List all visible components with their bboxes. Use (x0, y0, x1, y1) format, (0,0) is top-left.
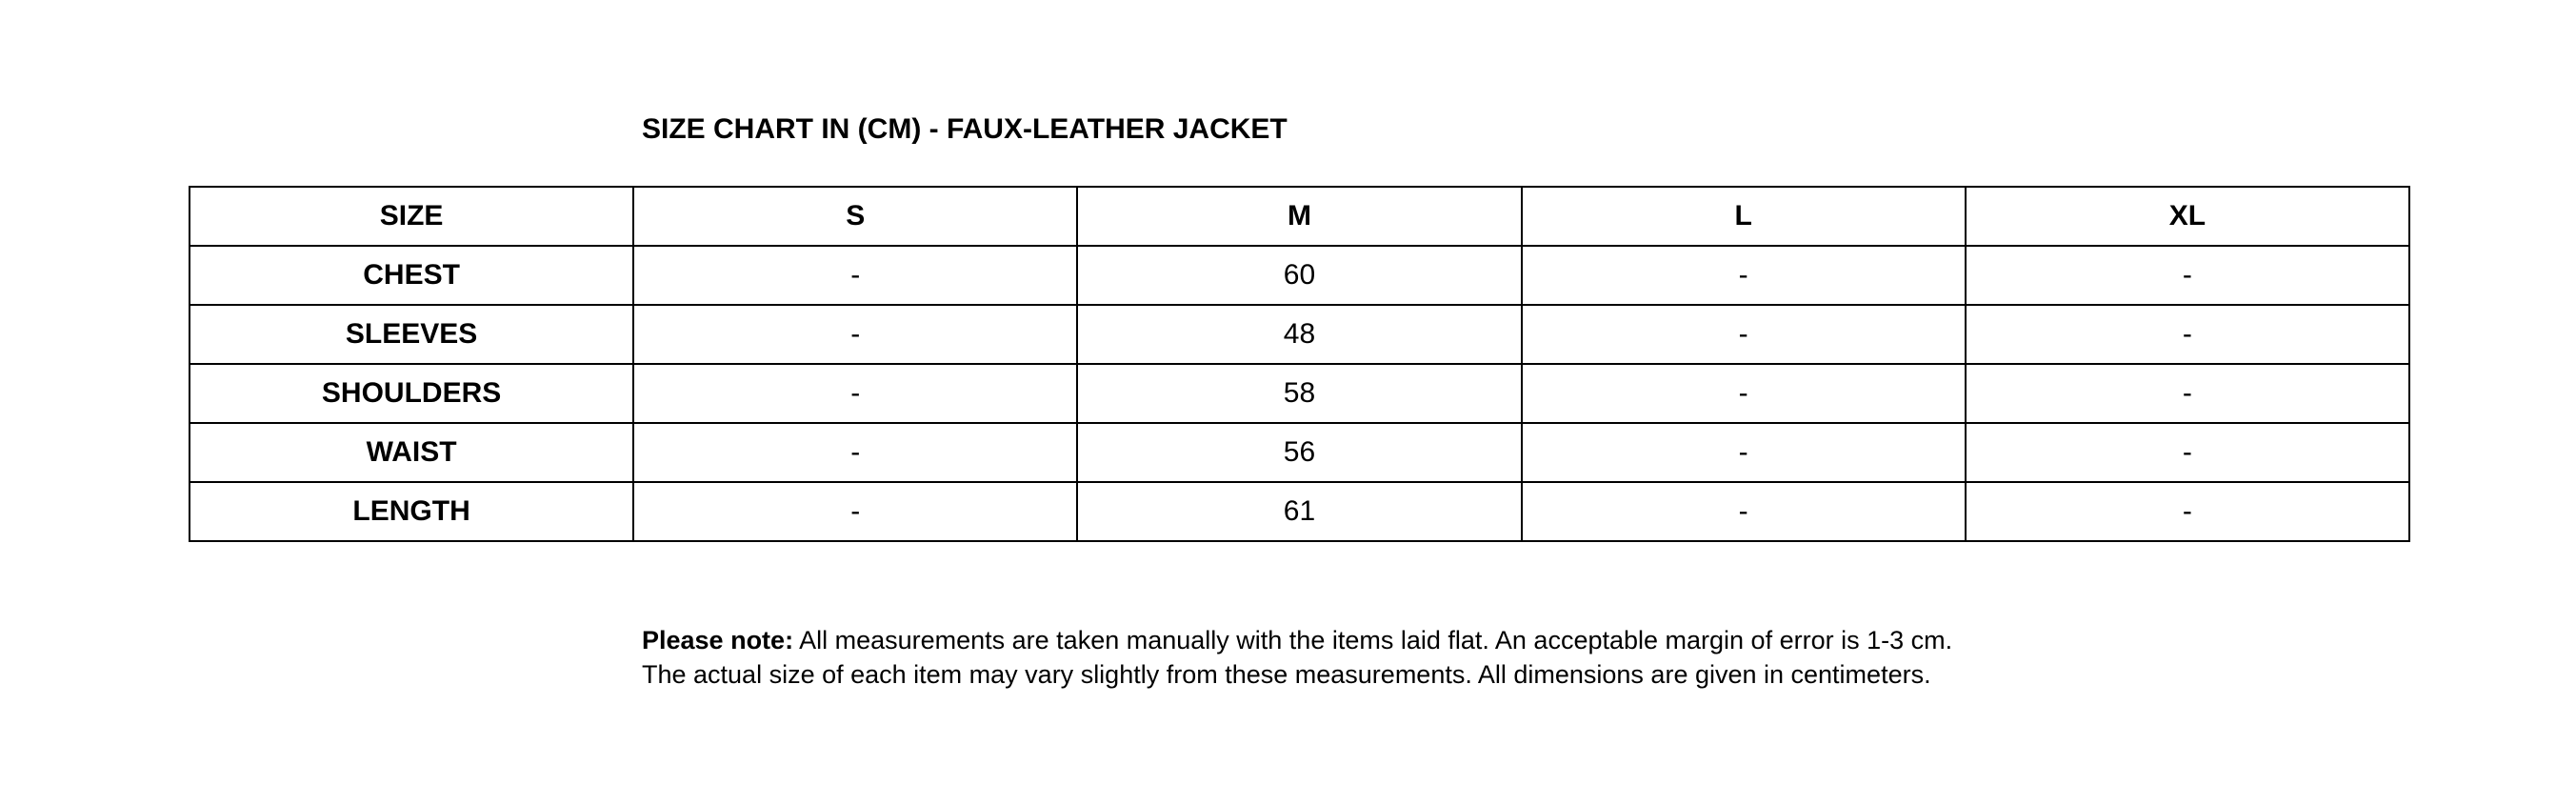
table-cell: - (633, 364, 1077, 423)
table-cell: - (633, 482, 1077, 541)
table-cell: 60 (1077, 246, 1521, 305)
table-cell: - (633, 305, 1077, 364)
table-cell: - (1522, 246, 1966, 305)
note-label: Please note: (642, 626, 794, 654)
page-title: SIZE CHART IN (CM) - FAUX-LEATHER JACKET (642, 113, 1288, 145)
table-cell: - (1522, 423, 1966, 482)
table-header-row (190, 187, 2409, 246)
header-cell-s: S (633, 187, 1077, 246)
table-row-chest (190, 246, 2409, 305)
table-cell: 61 (1077, 482, 1521, 541)
table-cell: 56 (1077, 423, 1521, 482)
table-row-sleeves (190, 305, 2409, 364)
measurement-note (642, 623, 1952, 692)
table-cell: - (1966, 423, 2409, 482)
table-cell: 48 (1077, 305, 1521, 364)
table-cell: - (1522, 364, 1966, 423)
row-label-chest: CHEST (190, 246, 633, 305)
note-line-2: The actual size of each item may vary slightly from these measurements. All dimensions are given in centimeters. (642, 660, 1931, 689)
row-label-shoulders: SHOULDERS (190, 364, 633, 423)
table-cell: - (1966, 482, 2409, 541)
table-cell: - (1522, 482, 1966, 541)
table-cell: - (1522, 305, 1966, 364)
note-text-1: All measurements are taken manually with the items laid flat. An acceptable margin of error is 1-3 cm. (793, 626, 1953, 654)
table-cell: - (1966, 246, 2409, 305)
header-cell-l: L (1522, 187, 1966, 246)
header-cell-xl: XL (1966, 187, 2409, 246)
row-label-length: LENGTH (190, 482, 633, 541)
row-label-sleeves: SLEEVES (190, 305, 633, 364)
table-row-shoulders (190, 364, 2409, 423)
table-row-length (190, 482, 2409, 541)
note-line-1 (642, 623, 1952, 657)
header-cell-m: M (1077, 187, 1521, 246)
row-label-waist: WAIST (190, 423, 633, 482)
header-cell-size: SIZE (190, 187, 633, 246)
table-cell: - (1966, 305, 2409, 364)
table-cell: - (633, 246, 1077, 305)
table-cell: - (633, 423, 1077, 482)
table-row-waist (190, 423, 2409, 482)
table-cell: 58 (1077, 364, 1521, 423)
size-chart-table (189, 186, 2410, 542)
table-cell: - (1966, 364, 2409, 423)
